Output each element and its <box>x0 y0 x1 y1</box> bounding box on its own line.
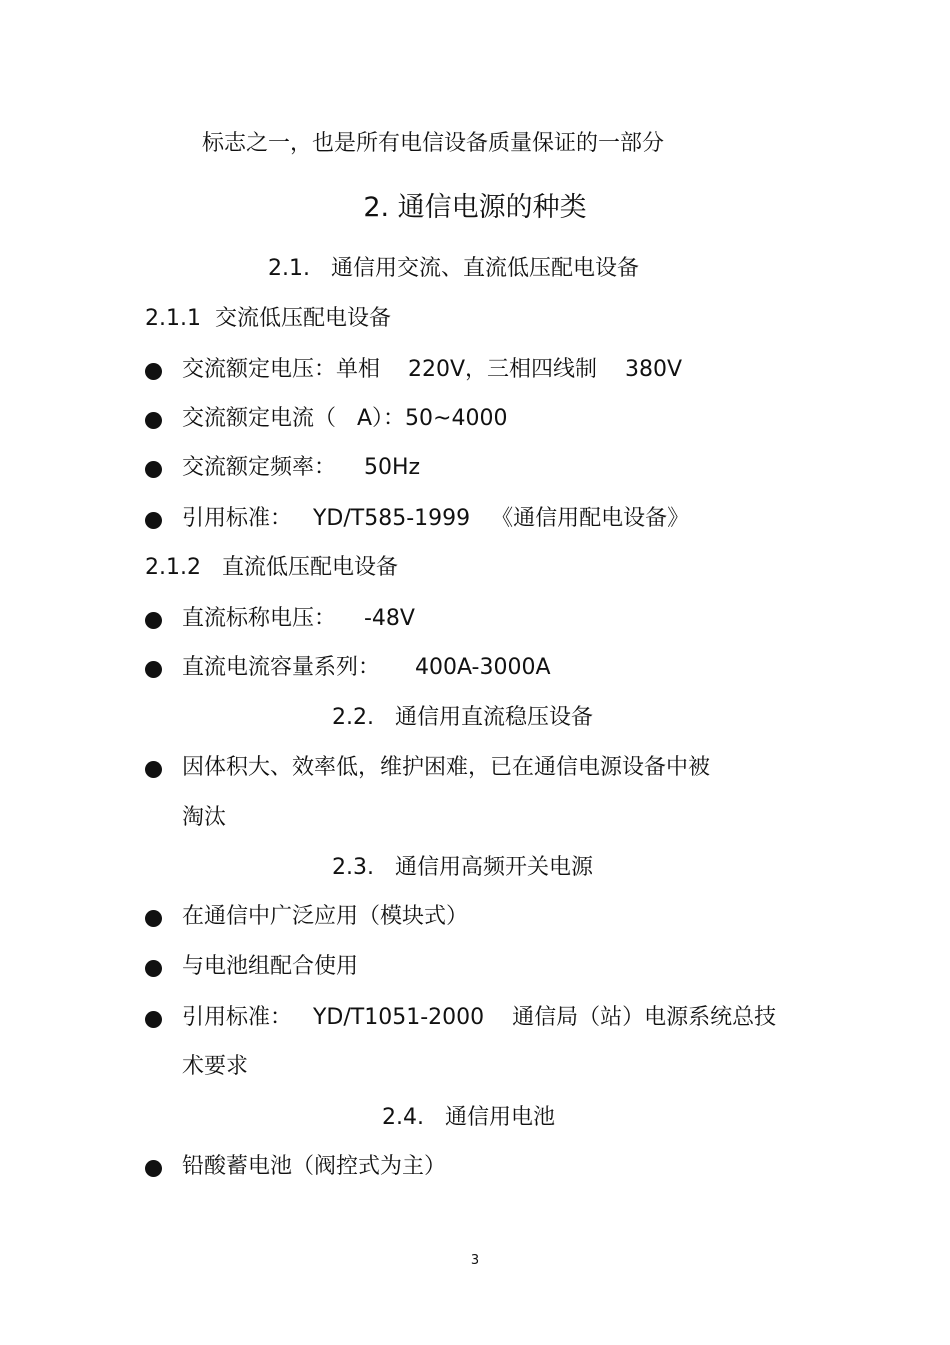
list-item-text: 直流标称电压： -48V <box>182 606 415 631</box>
bullet-icon <box>145 960 162 977</box>
subsection-2-4-heading: 2.4. 通信用电池 <box>382 1105 555 1130</box>
list-item-text: 交流额定电压：单相 220V，三相四线制 380V <box>182 357 683 382</box>
bullet-icon <box>145 461 162 478</box>
subsection-2-1-heading: 2.1. 通信用交流、直流低压配电设备 <box>268 256 639 281</box>
list-item-text: 直流电流容量系列： 400A-3000A <box>182 655 551 680</box>
subsection-2-1-1-heading: 2.1.1 交流低压配电设备 <box>145 306 391 331</box>
list-item-text: 因体积大、效率低，维护困难，已在通信电源设备中被 <box>182 755 711 780</box>
bullet-icon <box>145 512 162 529</box>
bullet-icon <box>145 910 162 927</box>
bullet-icon <box>145 761 162 778</box>
list-item-text: 引用标准： YD/T585-1999 《通信用配电设备》 <box>182 506 690 531</box>
list-item-text: 与电池组配合使用 <box>182 954 359 979</box>
section-title: 2. 通信电源的种类 <box>363 192 587 223</box>
list-item-text: 在通信中广泛应用（模块式） <box>182 904 469 929</box>
list-item-text: 铅酸蓄电池（阀控式为主） <box>182 1154 447 1179</box>
list-item-continuation: 淘汰 <box>182 805 227 830</box>
list-item-text: 交流额定电流（ A）：50~4000 <box>182 406 508 431</box>
bullet-icon <box>145 1011 162 1028</box>
page-number: 3 <box>470 1253 480 1268</box>
subsection-2-1-2-heading: 2.1.2 直流低压配电设备 <box>145 555 398 580</box>
list-item <box>145 1152 447 1242</box>
bullet-icon <box>145 612 162 629</box>
bullet-icon <box>145 363 162 380</box>
subsection-2-2-heading: 2.2. 通信用直流稳压设备 <box>332 705 593 730</box>
list-item-continuation: 术要求 <box>182 1054 249 1079</box>
list-item-text: 引用标准： YD/T1051-2000 通信局（站）电源系统总技 <box>182 1005 777 1030</box>
bullet-icon <box>145 412 162 429</box>
subsection-2-3-heading: 2.3. 通信用高频开关电源 <box>332 855 593 880</box>
bullet-icon <box>145 661 162 678</box>
intro-line: 标志之一，也是所有电信设备质量保证的一部分 <box>202 131 665 156</box>
list-item-text: 交流额定频率： 50Hz <box>182 455 421 480</box>
bullet-icon <box>145 1160 162 1177</box>
